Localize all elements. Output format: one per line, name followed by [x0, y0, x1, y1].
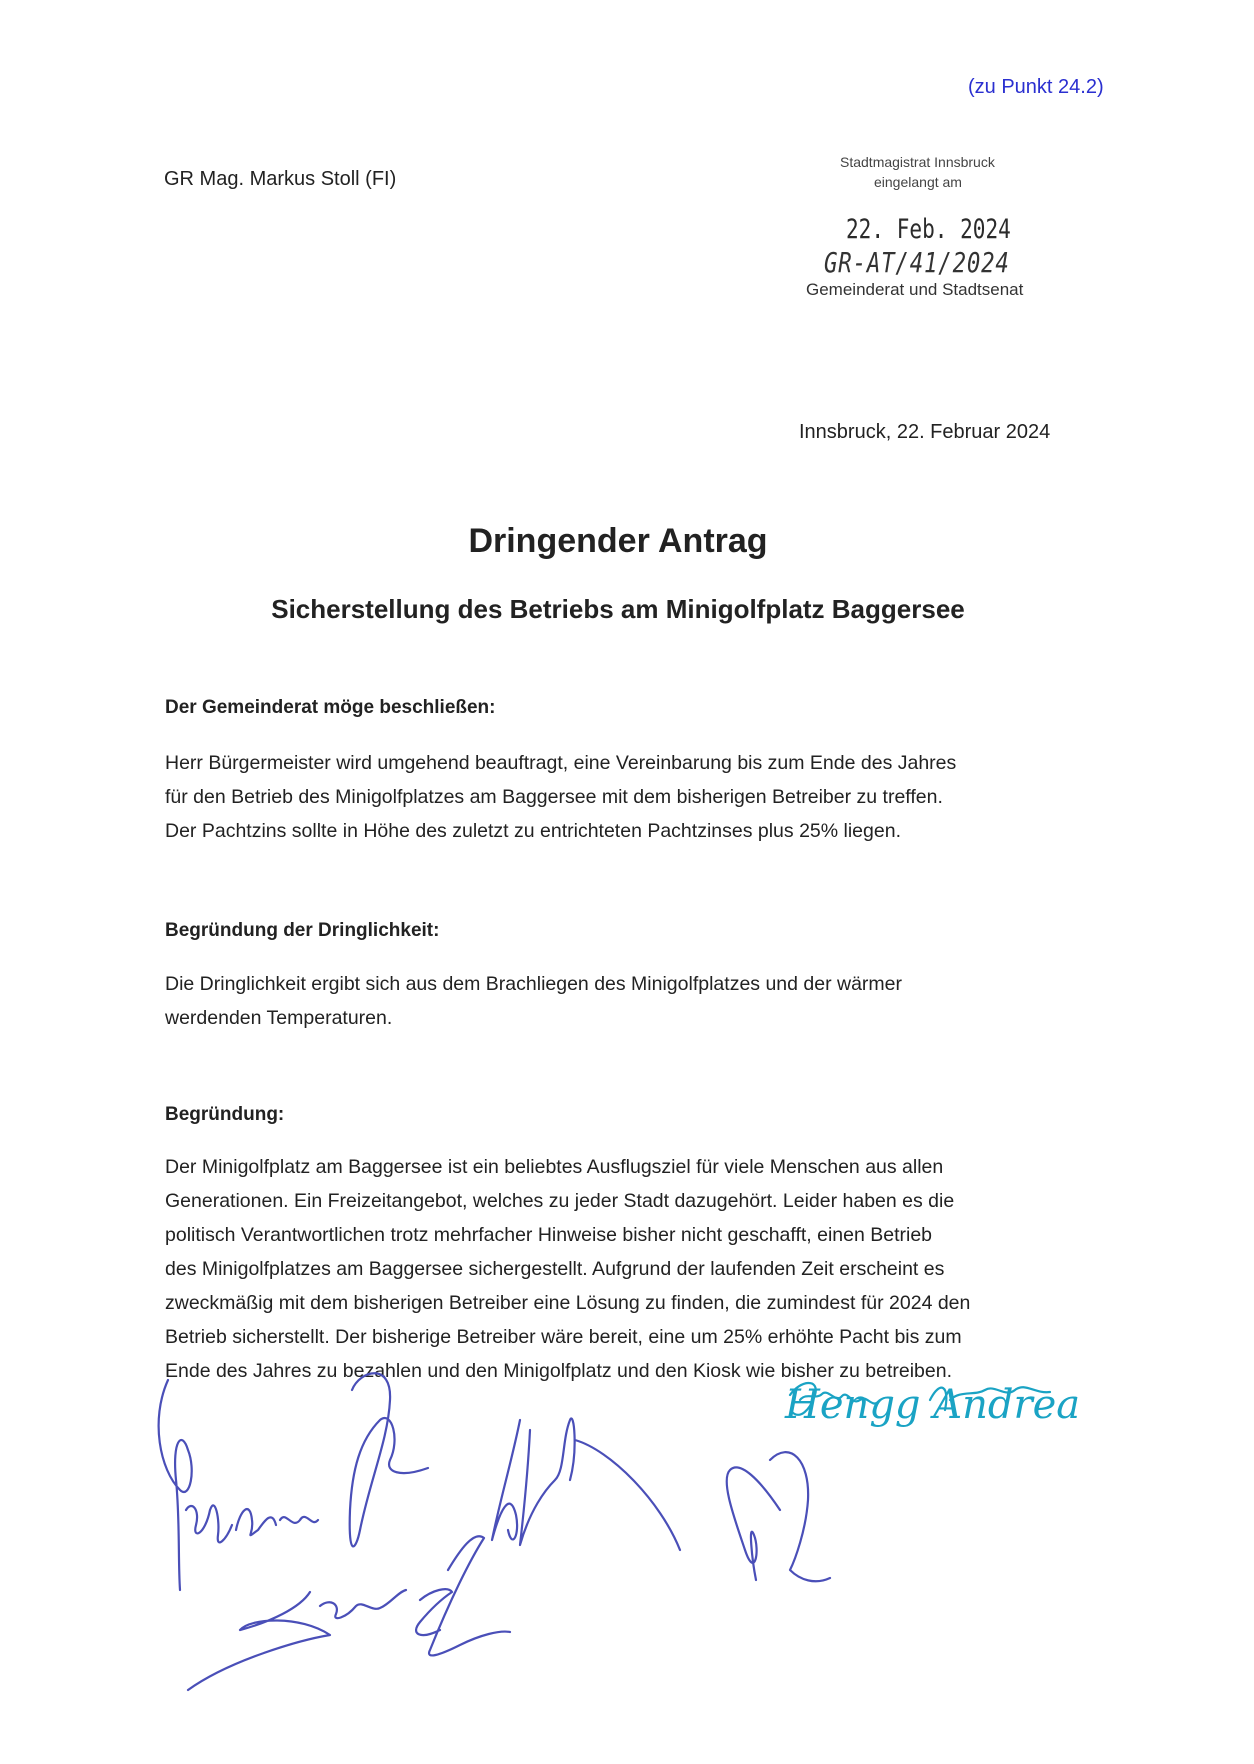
reasoning-line: Generationen. Ein Freizeitangebot, welches zu jeder Stadt dazugehört. Leider haben es die [165, 1190, 955, 1212]
reasoning-line: politisch Verantwortlichen trotz mehrfacher Hinweise bisher nicht geschafft, einen Betrieb [165, 1224, 933, 1246]
signatures-area [0, 1360, 1254, 1700]
document-subtitle: Sicherstellung des Betriebs am Minigolfplatz Baggersee [271, 594, 965, 624]
author-line: GR Mag. Markus Stoll (FI) [164, 168, 397, 190]
urgency-line: werdenden Temperaturen. [165, 1007, 393, 1029]
stamp-office: Stadtmagistrat Innsbruck [840, 154, 995, 170]
motion-line: Der Pachtzins sollte in Höhe des zuletzt zu entrichteten Pachtzinses plus 25% liegen. [165, 820, 901, 842]
place-date: Innsbruck, 22. Februar 2024 [799, 421, 1051, 443]
signature-3 [492, 1418, 680, 1550]
motion-line: Herr Bürgermeister wird umgehend beauftragt, eine Vereinbarung bis zum Ende des Jahres [165, 752, 957, 774]
reasoning-line: zweckmäßig mit dem bisherigen Betreiber eine Lösung zu finden, die zumindest für 2024 den [165, 1292, 971, 1314]
stamp-file-number: GR-AT/41/2024 [824, 246, 1010, 279]
signature-1 [159, 1380, 318, 1590]
document-title: Dringender Antrag [468, 522, 768, 560]
reasoning-line: des Minigolfplatzes am Baggersee sichergestellt. Aufgrund der laufenden Zeit erscheint es [165, 1258, 945, 1280]
signature-5 [727, 1452, 830, 1581]
signature-4 [188, 1536, 510, 1690]
motion-paragraph [165, 746, 1095, 848]
stamp-department: Gemeinderat und Stadtsenat [806, 280, 1024, 299]
urgency-paragraph [165, 967, 1095, 1035]
reasoning-heading: Begründung: [165, 1104, 285, 1125]
reasoning-line: Betrieb sicherstellt. Der bisherige Betreiber wäre bereit, eine um 25% erhöhte Pacht bis zum [165, 1326, 962, 1348]
motion-heading: Der Gemeinderat möge beschließen: [165, 697, 496, 718]
signature-2 [350, 1373, 428, 1546]
reasoning-line: Ende des Jahres zu bezahlen und den Minigolfplatz und den Kiosk wie bisher zu betreiben. [165, 1360, 953, 1382]
urgency-heading: Begründung der Dringlichkeit: [165, 920, 440, 941]
reasoning-line: Der Minigolfplatz am Baggersee ist ein beliebtes Ausflugsziel für viele Menschen aus allen [165, 1156, 944, 1178]
stamp-received-label: eingelangt am [874, 174, 962, 190]
reasoning-paragraph [165, 1150, 1095, 1388]
signature-cyan-name: Hengg Andrea [785, 1382, 1081, 1428]
agenda-reference: (zu Punkt 24.2) [968, 76, 1104, 98]
motion-line: für den Betrieb des Minigolfplatzes am Baggersee mit dem bisherigen Betreiber zu treffen. [165, 786, 943, 808]
stamp-date: 22. Feb. 2024 [846, 214, 1011, 245]
urgency-line: Die Dringlichkeit ergibt sich aus dem Brachliegen des Minigolfplatzes und der wärmer [165, 973, 903, 995]
